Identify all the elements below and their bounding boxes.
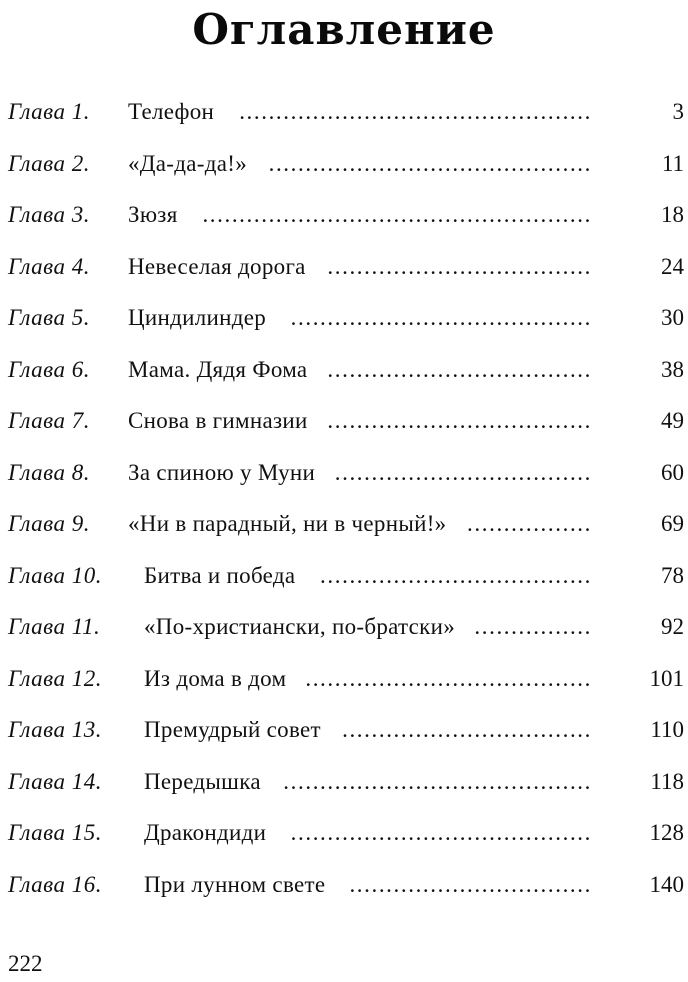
toc-leader-dots: ......................................... bbox=[290, 305, 592, 330]
toc-leader-dots: .................................. bbox=[342, 717, 592, 742]
toc-chapter-title: Снова в гимназии bbox=[128, 408, 308, 433]
toc-leader-dots: ............................................ bbox=[268, 150, 592, 176]
toc-leader-dots: .................................... bbox=[327, 253, 592, 279]
toc-page-number: 78 bbox=[661, 562, 684, 588]
toc-page-number: 118 bbox=[650, 768, 684, 794]
toc-row-13 bbox=[8, 704, 684, 756]
toc-leader-dots: ..................................................... bbox=[202, 202, 592, 227]
toc-leader-dots: .................................... bbox=[327, 408, 592, 433]
toc-chapter-label: Глава 12. bbox=[8, 665, 102, 691]
toc-leader-dots: ................................... bbox=[334, 459, 592, 485]
toc-row-9 bbox=[8, 498, 684, 550]
toc-chapter-title: Зюзя bbox=[128, 202, 178, 227]
toc-chapter-label: Глава 5. bbox=[8, 305, 90, 330]
toc-chapter-label: Глава 1. bbox=[8, 99, 90, 124]
toc-chapter-title: Премудрый совет bbox=[144, 717, 321, 742]
toc-page-number: 92 bbox=[661, 614, 684, 639]
toc-row-2 bbox=[8, 138, 684, 190]
toc-chapter-label: Глава 7. bbox=[8, 408, 90, 433]
toc-row-11 bbox=[8, 601, 684, 653]
toc-page-number: 30 bbox=[661, 305, 684, 330]
toc-leader-dots: ......................................... bbox=[290, 820, 592, 845]
toc-page-number: 110 bbox=[650, 717, 684, 742]
table-of-contents bbox=[8, 86, 684, 910]
toc-page-number: 60 bbox=[661, 459, 684, 485]
toc-chapter-label: Глава 14. bbox=[8, 768, 102, 794]
toc-row-15 bbox=[8, 807, 684, 859]
toc-leader-dots: ................ bbox=[474, 614, 592, 639]
toc-leader-dots: .......................................... bbox=[283, 768, 592, 794]
toc-page-number: 140 bbox=[649, 871, 684, 897]
toc-page-number: 49 bbox=[661, 408, 684, 433]
toc-page-number: 3 bbox=[672, 99, 684, 124]
toc-chapter-label: Глава 10. bbox=[8, 562, 102, 588]
toc-page-number: 69 bbox=[661, 511, 684, 536]
toc-chapter-label: Глава 11. bbox=[8, 614, 101, 639]
toc-chapter-title: Невеселая дорога bbox=[128, 253, 306, 279]
toc-row-3 bbox=[8, 189, 684, 241]
toc-chapter-title: «Ни в парадный, ни в черный!» bbox=[128, 511, 447, 536]
page-title: Оглавление bbox=[192, 5, 496, 54]
toc-leader-dots: .................................... bbox=[327, 356, 592, 382]
toc-page-number: 128 bbox=[649, 820, 684, 845]
toc-row-5 bbox=[8, 292, 684, 344]
toc-chapter-title: При лунном свете bbox=[144, 871, 326, 897]
toc-leader-dots: ..................................... bbox=[320, 562, 592, 588]
toc-page-number: 24 bbox=[661, 253, 684, 279]
toc-chapter-title: Передышка bbox=[144, 768, 261, 794]
toc-row-6 bbox=[8, 344, 684, 396]
toc-chapter-label: Глава 16. bbox=[8, 871, 102, 897]
toc-page-number: 11 bbox=[661, 150, 684, 176]
toc-row-12 bbox=[8, 653, 684, 705]
page-number: 222 bbox=[8, 951, 43, 976]
toc-row-1 bbox=[8, 86, 684, 138]
toc-chapter-label: Глава 6. bbox=[8, 356, 90, 382]
toc-row-14 bbox=[8, 756, 684, 808]
toc-chapter-title: За спиною у Муни bbox=[128, 459, 316, 485]
toc-leader-dots: ....................................... bbox=[305, 665, 592, 691]
toc-chapter-title: Битва и победа bbox=[144, 562, 296, 588]
toc-chapter-label: Глава 3. bbox=[8, 202, 90, 227]
toc-row-4 bbox=[8, 241, 684, 293]
toc-chapter-label: Глава 15. bbox=[8, 820, 102, 845]
toc-leader-dots: ................................. bbox=[349, 871, 592, 897]
toc-leader-dots: ................................................ bbox=[239, 99, 592, 124]
toc-row-16 bbox=[8, 859, 684, 911]
toc-chapter-label: Глава 9. bbox=[8, 511, 90, 536]
toc-chapter-title: Мама. Дядя Фома bbox=[128, 356, 308, 382]
toc-page-number: 101 bbox=[649, 665, 684, 691]
toc-chapter-label: Глава 13. bbox=[8, 717, 102, 742]
toc-leader-dots: ................. bbox=[467, 511, 592, 536]
toc-chapter-title: Дракондиди bbox=[144, 820, 267, 845]
toc-page-number: 18 bbox=[661, 202, 684, 227]
toc-chapter-title: «Да-да-да!» bbox=[128, 150, 247, 176]
toc-row-10 bbox=[8, 550, 684, 602]
toc-chapter-title: Телефон bbox=[128, 99, 215, 124]
toc-chapter-title: Из дома в дом bbox=[144, 665, 287, 691]
toc-row-8 bbox=[8, 447, 684, 499]
toc-page-number: 38 bbox=[661, 356, 684, 382]
toc-chapter-label: Глава 8. bbox=[8, 459, 90, 485]
toc-row-7 bbox=[8, 395, 684, 447]
toc-chapter-label: Глава 2. bbox=[8, 150, 90, 176]
toc-chapter-label: Глава 4. bbox=[8, 253, 90, 279]
toc-chapter-title: «По-христиански, по-братски» bbox=[144, 614, 456, 639]
toc-chapter-title: Циндилиндер bbox=[128, 305, 267, 330]
